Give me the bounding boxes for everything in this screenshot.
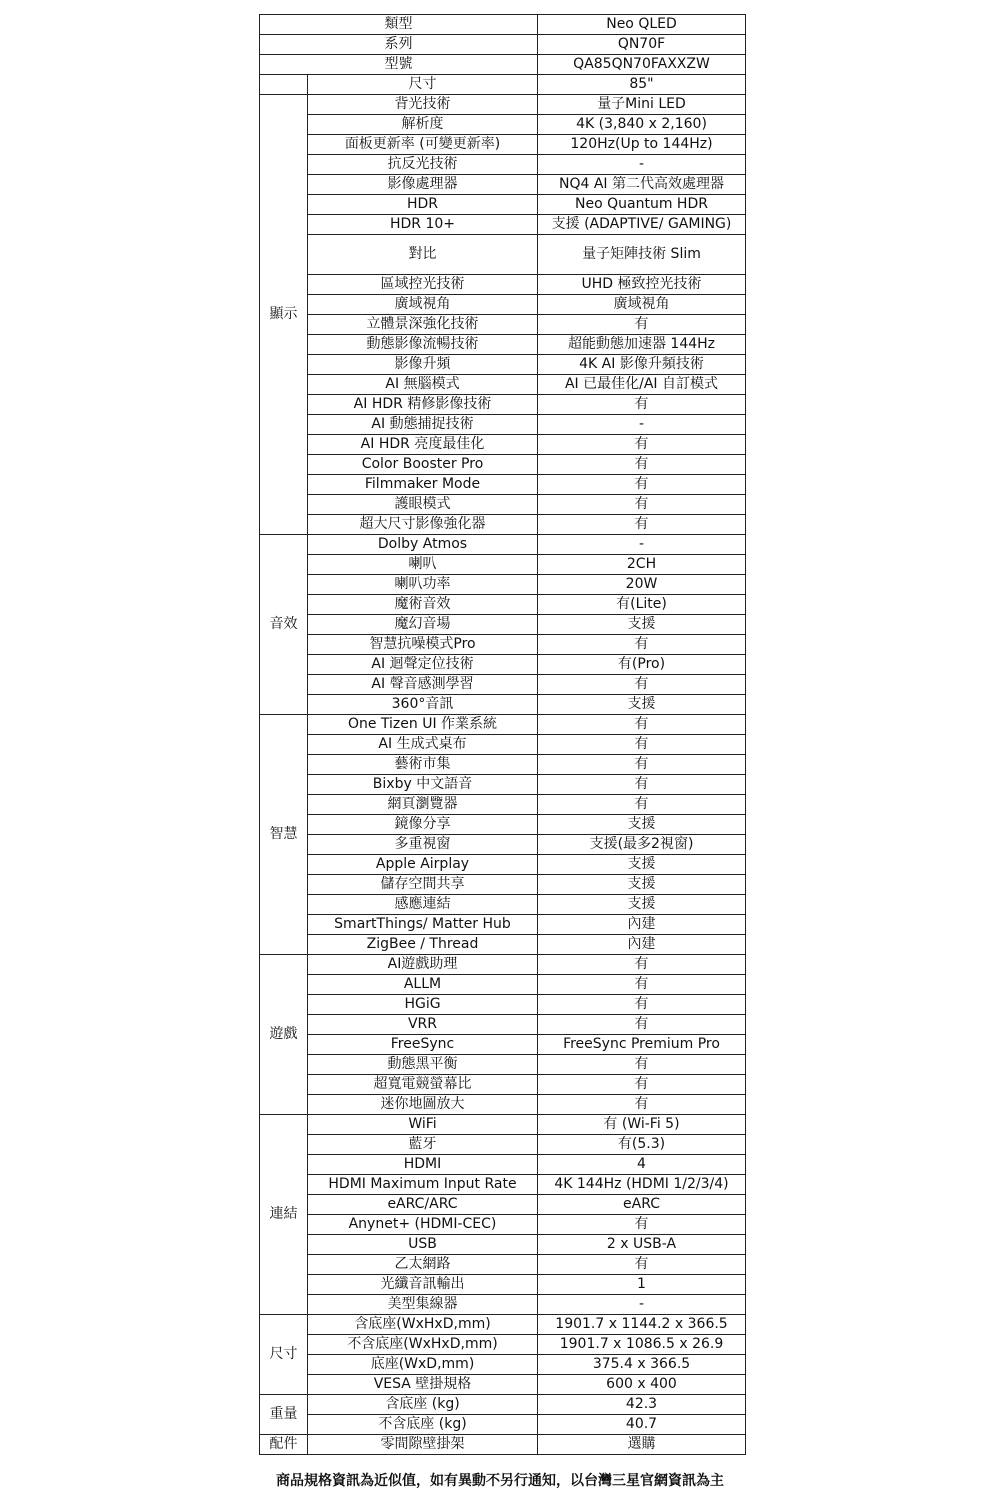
header-value: 85" <box>538 75 746 95</box>
spec-row <box>260 95 746 115</box>
spec-label: 藍牙 <box>308 1135 538 1155</box>
spec-label: 光纖音訊輸出 <box>308 1275 538 1295</box>
spec-row <box>260 755 746 775</box>
spec-label: 立體景深強化技術 <box>308 315 538 335</box>
spec-row <box>260 535 746 555</box>
spec-label: Apple Airplay <box>308 855 538 875</box>
spec-row <box>260 1075 746 1095</box>
spec-row <box>260 115 746 135</box>
spec-label: HGiG <box>308 995 538 1015</box>
spec-row <box>260 1055 746 1075</box>
spec-value: 支援 <box>538 615 746 635</box>
spec-value: 有 (Wi-Fi 5) <box>538 1115 746 1135</box>
spec-value: 有 <box>538 635 746 655</box>
spec-row <box>260 795 746 815</box>
spec-row <box>260 1255 746 1275</box>
spec-row <box>260 1175 746 1195</box>
header-label: 類型 <box>260 15 538 35</box>
spec-row <box>260 1235 746 1255</box>
category-label: 智慧 <box>260 715 308 955</box>
spec-label: AI 生成式桌布 <box>308 735 538 755</box>
header-label: 尺寸 <box>308 75 538 95</box>
spec-label: Filmmaker Mode <box>308 475 538 495</box>
spec-row <box>260 575 746 595</box>
spec-row <box>260 635 746 655</box>
spec-row <box>260 555 746 575</box>
spec-value: 有 <box>538 515 746 535</box>
spec-table-body <box>260 15 746 1455</box>
spec-label: HDR 10+ <box>308 215 538 235</box>
spec-label: VRR <box>308 1015 538 1035</box>
spec-value: 有(Lite) <box>538 595 746 615</box>
spec-row <box>260 1315 746 1335</box>
spec-label: Bixby 中文語音 <box>308 775 538 795</box>
spec-label: 背光技術 <box>308 95 538 115</box>
spec-value: 42.3 <box>538 1395 746 1415</box>
spec-value: 有 <box>538 1095 746 1115</box>
spec-label: HDR <box>308 195 538 215</box>
spec-row <box>260 935 746 955</box>
spec-label: 魔幻音場 <box>308 615 538 635</box>
spec-value: 有 <box>538 995 746 1015</box>
spec-label: 感應連結 <box>308 895 538 915</box>
spec-label: AI HDR 亮度最佳化 <box>308 435 538 455</box>
header-row <box>260 75 746 95</box>
spec-label: 360°音訊 <box>308 695 538 715</box>
spec-value: 支援 <box>538 695 746 715</box>
spec-row <box>260 195 746 215</box>
spec-row <box>260 815 746 835</box>
header-row <box>260 15 746 35</box>
spec-label: 面板更新率 (可變更新率) <box>308 135 538 155</box>
spec-value: 4K 144Hz (HDMI 1/2/3/4) <box>538 1175 746 1195</box>
category-label: 音效 <box>260 535 308 715</box>
spec-value: 1901.7 x 1086.5 x 26.9 <box>538 1335 746 1355</box>
spec-label: AI遊戲助理 <box>308 955 538 975</box>
spec-row <box>260 295 746 315</box>
spec-row <box>260 1375 746 1395</box>
spec-value: 有 <box>538 435 746 455</box>
spec-value: 有(5.3) <box>538 1135 746 1155</box>
spec-row <box>260 1035 746 1055</box>
spec-row <box>260 715 746 735</box>
spec-row <box>260 1435 746 1455</box>
spec-value: Neo Quantum HDR <box>538 195 746 215</box>
spec-value: 有 <box>538 315 746 335</box>
spec-row <box>260 215 746 235</box>
spec-value: 支援 (ADAPTIVE/ GAMING) <box>538 215 746 235</box>
spec-label: USB <box>308 1235 538 1255</box>
spec-row <box>260 1135 746 1155</box>
spec-label: 底座(WxD,mm) <box>308 1355 538 1375</box>
spec-value: 有 <box>538 955 746 975</box>
spec-row <box>260 855 746 875</box>
spec-label: 護眼模式 <box>308 495 538 515</box>
header-value: QN70F <box>538 35 746 55</box>
spec-label: 美型集線器 <box>308 1295 538 1315</box>
category-label: 顯示 <box>260 95 308 535</box>
spec-row <box>260 1415 746 1435</box>
spec-value: 有 <box>538 775 746 795</box>
spec-row <box>260 455 746 475</box>
spec-row <box>260 1195 746 1215</box>
spec-row <box>260 1155 746 1175</box>
spec-row <box>260 1335 746 1355</box>
spec-row <box>260 1395 746 1415</box>
spec-row <box>260 1355 746 1375</box>
spec-label: eARC/ARC <box>308 1195 538 1215</box>
spec-value: - <box>538 1295 746 1315</box>
spec-value: - <box>538 535 746 555</box>
spec-value: 有 <box>538 495 746 515</box>
spec-label: FreeSync <box>308 1035 538 1055</box>
spec-value: 量子矩陣技術 Slim <box>538 235 746 275</box>
spec-row <box>260 775 746 795</box>
spec-label: ZigBee / Thread <box>308 935 538 955</box>
spec-label: 多重視窗 <box>308 835 538 855</box>
spec-value: 40.7 <box>538 1415 746 1435</box>
spec-label: AI HDR 精修影像技術 <box>308 395 538 415</box>
header-row <box>260 35 746 55</box>
spec-label: 不含底座(WxHxD,mm) <box>308 1335 538 1355</box>
spec-value: 有 <box>538 975 746 995</box>
header-value: Neo QLED <box>538 15 746 35</box>
spec-row <box>260 435 746 455</box>
spec-label: 含底座 (kg) <box>308 1395 538 1415</box>
header-value: QA85QN70FAXXZW <box>538 55 746 75</box>
spec-row <box>260 1095 746 1115</box>
spec-row <box>260 735 746 755</box>
spec-label: Dolby Atmos <box>308 535 538 555</box>
spec-row <box>260 835 746 855</box>
spec-value: 有 <box>538 715 746 735</box>
spec-value: 4 <box>538 1155 746 1175</box>
spec-label: 不含底座 (kg) <box>308 1415 538 1435</box>
spec-row <box>260 995 746 1015</box>
spec-label: 區域控光技術 <box>308 275 538 295</box>
spec-value: 4K (3,840 x 2,160) <box>538 115 746 135</box>
spec-row <box>260 415 746 435</box>
spec-value: NQ4 AI 第二代高效處理器 <box>538 175 746 195</box>
spec-row <box>260 895 746 915</box>
spec-value: 超能動態加速器 144Hz <box>538 335 746 355</box>
spec-label: 動態影像流暢技術 <box>308 335 538 355</box>
spec-label: 儲存空間共享 <box>308 875 538 895</box>
spec-row <box>260 315 746 335</box>
spec-label: AI 迴聲定位技術 <box>308 655 538 675</box>
spec-label: ALLM <box>308 975 538 995</box>
spec-value: 有 <box>538 475 746 495</box>
spec-label: 影像處理器 <box>308 175 538 195</box>
spec-row <box>260 675 746 695</box>
spec-value: UHD 極致控光技術 <box>538 275 746 295</box>
spec-row <box>260 1215 746 1235</box>
spec-label: 零間隙壁掛架 <box>308 1435 538 1455</box>
spec-label: AI 聲音感測學習 <box>308 675 538 695</box>
spec-value: 有 <box>538 1015 746 1035</box>
spec-row <box>260 875 746 895</box>
spec-row <box>260 955 746 975</box>
spec-label: SmartThings/ Matter Hub <box>308 915 538 935</box>
spec-label: 喇叭功率 <box>308 575 538 595</box>
spec-value: - <box>538 415 746 435</box>
spec-label: 動態黑平衡 <box>308 1055 538 1075</box>
spec-value: 有 <box>538 1255 746 1275</box>
spec-label: 藝術市集 <box>308 755 538 775</box>
spec-row <box>260 595 746 615</box>
spec-value: 有 <box>538 755 746 775</box>
spec-row <box>260 275 746 295</box>
spec-label: 鏡像分享 <box>308 815 538 835</box>
spec-row <box>260 355 746 375</box>
category-label: 遊戲 <box>260 955 308 1115</box>
header-label: 型號 <box>260 55 538 75</box>
spec-value: 支援(最多2視窗) <box>538 835 746 855</box>
spec-value: 有 <box>538 1055 746 1075</box>
spec-value: 有 <box>538 795 746 815</box>
spec-value: FreeSync Premium Pro <box>538 1035 746 1055</box>
spec-value: 20W <box>538 575 746 595</box>
spec-row <box>260 1295 746 1315</box>
footer-note: 商品規格資訊為近似值，如有異動不另行通知，以台灣三星官網資訊為主 <box>276 1473 724 1489</box>
spec-row <box>260 915 746 935</box>
spec-row <box>260 395 746 415</box>
spec-value: 有 <box>538 675 746 695</box>
spec-row <box>260 475 746 495</box>
header-row <box>260 55 746 75</box>
spec-value: 有(Pro) <box>538 655 746 675</box>
spec-label: VESA 壁掛規格 <box>308 1375 538 1395</box>
spec-value: 支援 <box>538 815 746 835</box>
spec-value: 4K AI 影像升頻技術 <box>538 355 746 375</box>
spec-row <box>260 655 746 675</box>
spec-label: 喇叭 <box>308 555 538 575</box>
spec-value: 1901.7 x 1144.2 x 366.5 <box>538 1315 746 1335</box>
spec-row <box>260 375 746 395</box>
spec-label: 影像升頻 <box>308 355 538 375</box>
spec-value: 1 <box>538 1275 746 1295</box>
blank-cell <box>260 75 308 95</box>
spec-label: HDMI <box>308 1155 538 1175</box>
spec-label: 乙太網路 <box>308 1255 538 1275</box>
spec-label: 解析度 <box>308 115 538 135</box>
spec-value: 有 <box>538 455 746 475</box>
spec-value: 有 <box>538 1215 746 1235</box>
spec-row <box>260 515 746 535</box>
spec-value: eARC <box>538 1195 746 1215</box>
category-label: 尺寸 <box>260 1315 308 1395</box>
spec-value: 內建 <box>538 935 746 955</box>
spec-value: 600 x 400 <box>538 1375 746 1395</box>
spec-value: 有 <box>538 1075 746 1095</box>
spec-label: 超大尺寸影像強化器 <box>308 515 538 535</box>
spec-value: 120Hz(Up to 144Hz) <box>538 135 746 155</box>
spec-row <box>260 975 746 995</box>
spec-row <box>260 1275 746 1295</box>
spec-value: 選購 <box>538 1435 746 1455</box>
spec-value: 支援 <box>538 895 746 915</box>
spec-value: 支援 <box>538 855 746 875</box>
spec-label: 抗反光技術 <box>308 155 538 175</box>
spec-value: 2 x USB-A <box>538 1235 746 1255</box>
spec-row <box>260 615 746 635</box>
spec-value: AI 已最佳化/AI 自訂模式 <box>538 375 746 395</box>
spec-row <box>260 695 746 715</box>
spec-label: Color Booster Pro <box>308 455 538 475</box>
spec-label: WiFi <box>308 1115 538 1135</box>
spec-value: 有 <box>538 395 746 415</box>
spec-row <box>260 1115 746 1135</box>
spec-label: 超寬電競螢幕比 <box>308 1075 538 1095</box>
spec-label: AI 動態捕捉技術 <box>308 415 538 435</box>
spec-label: HDMI Maximum Input Rate <box>308 1175 538 1195</box>
spec-value: 375.4 x 366.5 <box>538 1355 746 1375</box>
spec-label: 含底座(WxHxD,mm) <box>308 1315 538 1335</box>
spec-label: One Tizen UI 作業系統 <box>308 715 538 735</box>
spec-row <box>260 335 746 355</box>
spec-row <box>260 235 746 275</box>
spec-value: 有 <box>538 735 746 755</box>
spec-value: 廣域視角 <box>538 295 746 315</box>
spec-label: 魔術音效 <box>308 595 538 615</box>
spec-label: Anynet+ (HDMI-CEC) <box>308 1215 538 1235</box>
spec-value: 量子Mini LED <box>538 95 746 115</box>
spec-label: 網頁瀏覽器 <box>308 795 538 815</box>
spec-label: AI 無腦模式 <box>308 375 538 395</box>
spec-row <box>260 155 746 175</box>
spec-row <box>260 175 746 195</box>
spec-label: 智慧抗噪模式Pro <box>308 635 538 655</box>
category-label: 連結 <box>260 1115 308 1315</box>
spec-value: 內建 <box>538 915 746 935</box>
spec-table <box>259 14 746 1455</box>
spec-value: 支援 <box>538 875 746 895</box>
spec-value: 2CH <box>538 555 746 575</box>
spec-label: 迷你地圖放大 <box>308 1095 538 1115</box>
category-label: 重量 <box>260 1395 308 1435</box>
spec-row <box>260 495 746 515</box>
spec-value: - <box>538 155 746 175</box>
spec-label: 廣域視角 <box>308 295 538 315</box>
category-label: 配件 <box>260 1435 308 1455</box>
spec-label: 對比 <box>308 235 538 275</box>
spec-row <box>260 1015 746 1035</box>
header-label: 系列 <box>260 35 538 55</box>
spec-row <box>260 135 746 155</box>
